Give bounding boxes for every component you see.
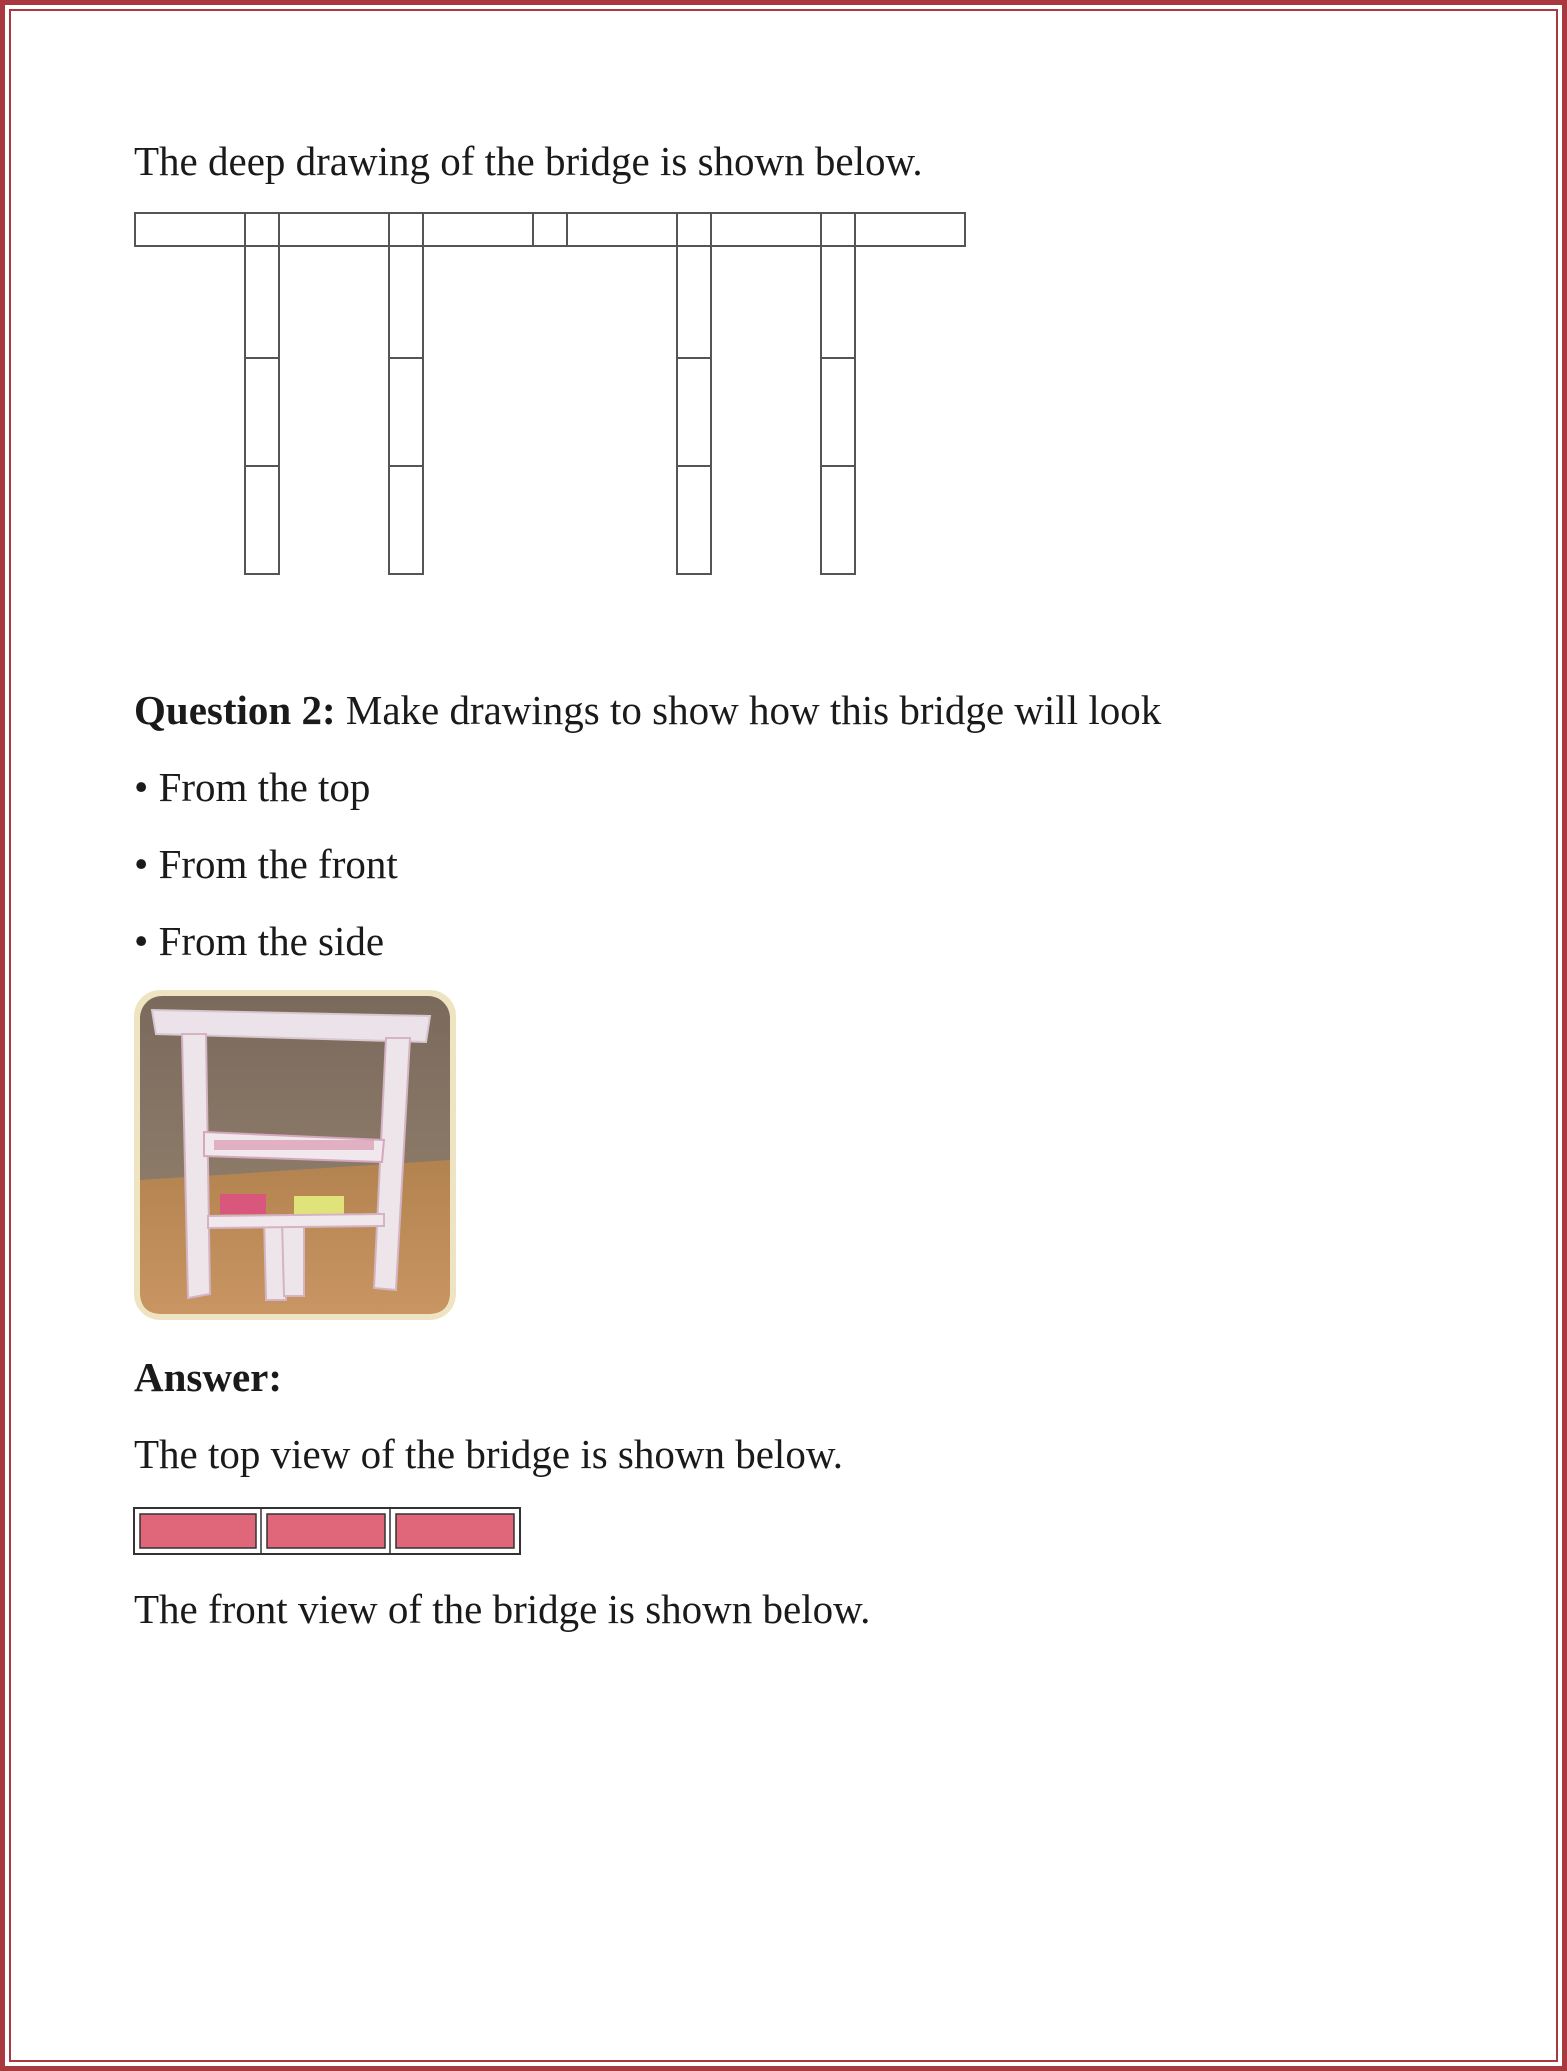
front-view-caption: The front view of the bridge is shown below. bbox=[134, 1586, 871, 1632]
deep-drawing-caption: The deep drawing of the bridge is shown below. bbox=[134, 138, 923, 184]
bullet-side: • From the side bbox=[134, 918, 385, 964]
answer-label: Answer: bbox=[134, 1354, 283, 1400]
top-view-segment bbox=[267, 1514, 385, 1548]
bullet-top: • From the top bbox=[134, 764, 371, 810]
question-label: Question 2: bbox=[134, 687, 336, 733]
question-text: Make drawings to show how this bridge will look bbox=[345, 687, 1162, 733]
top-view-segment bbox=[396, 1514, 514, 1548]
top-view-caption: The top view of the bridge is shown below. bbox=[134, 1431, 844, 1477]
bullet-front: • From the front bbox=[134, 841, 398, 887]
top-view-segment bbox=[140, 1514, 256, 1548]
